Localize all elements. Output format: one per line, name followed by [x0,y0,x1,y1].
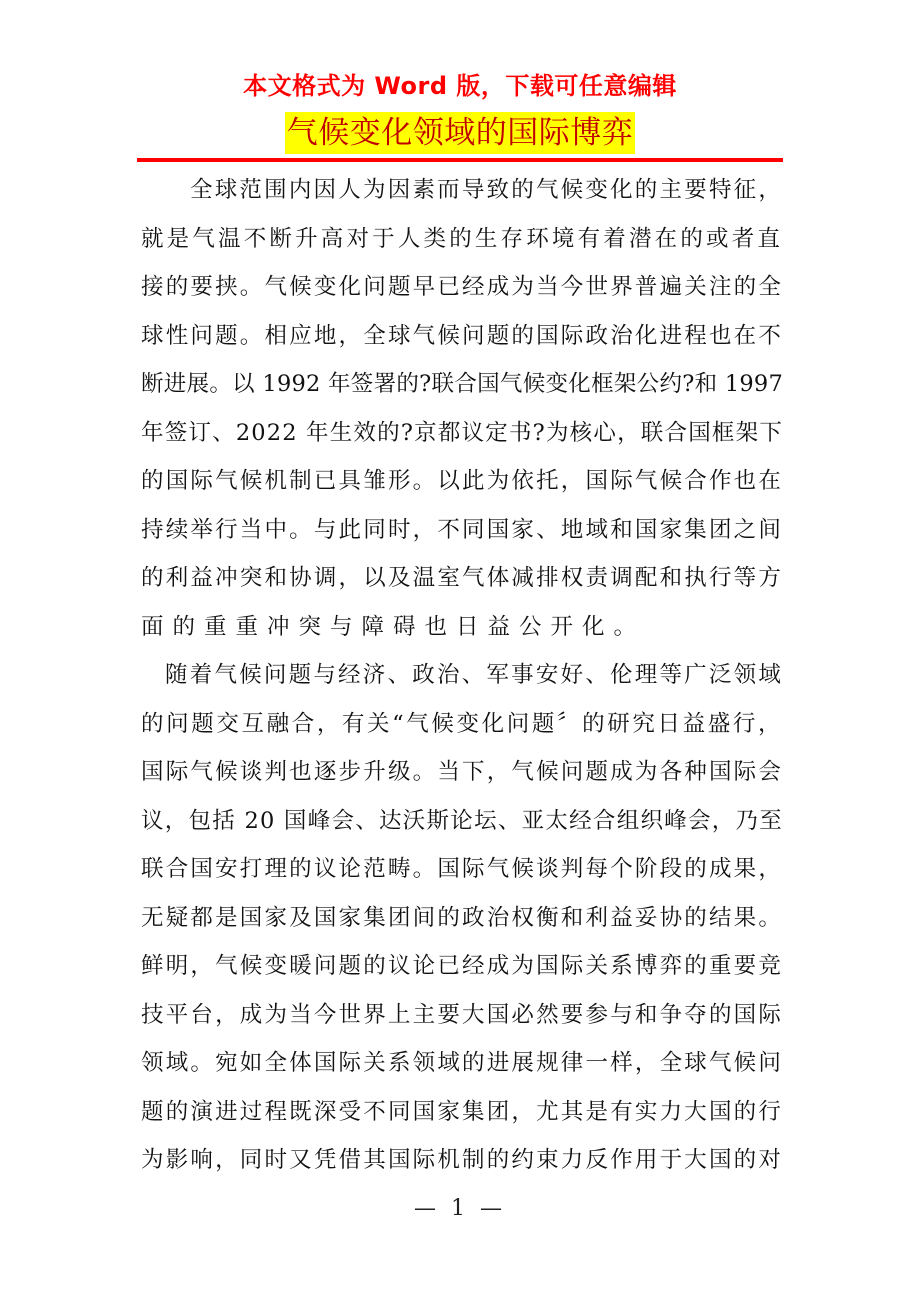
text-line: 断进展。以 1992 年签署的?联合国气候变化框架公约?和 1997 [141,371,783,397]
text-line: 的利益冲突和协调，以及温室气体减排权责调配和执行等方 [141,565,783,591]
text-line: 的问题交互融合，有关“气候变化问题〞的研究日益盛行， [141,710,783,737]
text-line: 就是气温不断升高对于人类的生存环境有着潜在的或者直 [141,225,783,252]
text-line: 议，包括 20 国峰会、达沃斯论坛、亚太经合组织峰会，乃至 [141,807,783,834]
text-line: 为影响，同时又凭借其国际机制的约束力反作用于大国的对 [141,1147,783,1173]
text-line: 的国际气候机制已具雏形。以此为依托，国际气候合作也在 [141,468,783,494]
paragraph-1 [141,166,783,651]
text-line: 联合国安打理的议论范畴。国际气候谈判每个阶段的成果， [141,856,783,882]
text-line: 随着气候问题与经济、政治、军事安好、伦理等广泛领域 [165,662,783,688]
title-container [0,112,920,154]
text-line: 全球范围内因人为因素而导致的气候变化的主要特征， [190,177,783,203]
text-line: 领域。宛如全体国际关系领域的进展规律一样，全球气候问 [141,1050,783,1076]
format-notice-banner: 本文格式为 Word 版，下载可任意编辑 [243,72,677,100]
text-line: 接的要挟。气候变化问题早已经成为当今世界普遍关注的全 [141,274,783,300]
text-line: 鲜明，气候变暖问题的议论已经成为国际关系博弈的重要竞 [141,953,783,979]
paragraph-2 [141,651,783,1185]
text-line: 题的演进过程既深受不同国家集团，尤其是有实力大国的行 [141,1098,783,1125]
text-line: 持续举行当中。与此同时，不同国家、地域和国家集团之间 [141,516,783,543]
text-line: 年签订、2022 年生效的?京都议定书?为核心，联合国框架下 [141,419,783,446]
document-body [141,166,783,1185]
title-underline-rule [137,158,783,162]
text-line: 无疑都是国家及国家集团间的政治权衡和利益妥协的结果。 [141,904,783,931]
page-number: — 1 — [414,1196,506,1221]
text-line: 国际气候谈判也逐步升级。当下，气候问题成为各种国际会 [141,759,783,785]
text-line: 面的重重冲突与障碍也日益公开化。 [141,613,646,640]
text-line: 球性问题。相应地，全球气候问题的国际政治化进程也在不 [141,322,783,349]
text-line: 技平台，成为当今世界上主要大国必然要参与和争夺的国际 [141,1001,783,1028]
document-title: 气候变化领域的国际博弈 [285,112,636,154]
